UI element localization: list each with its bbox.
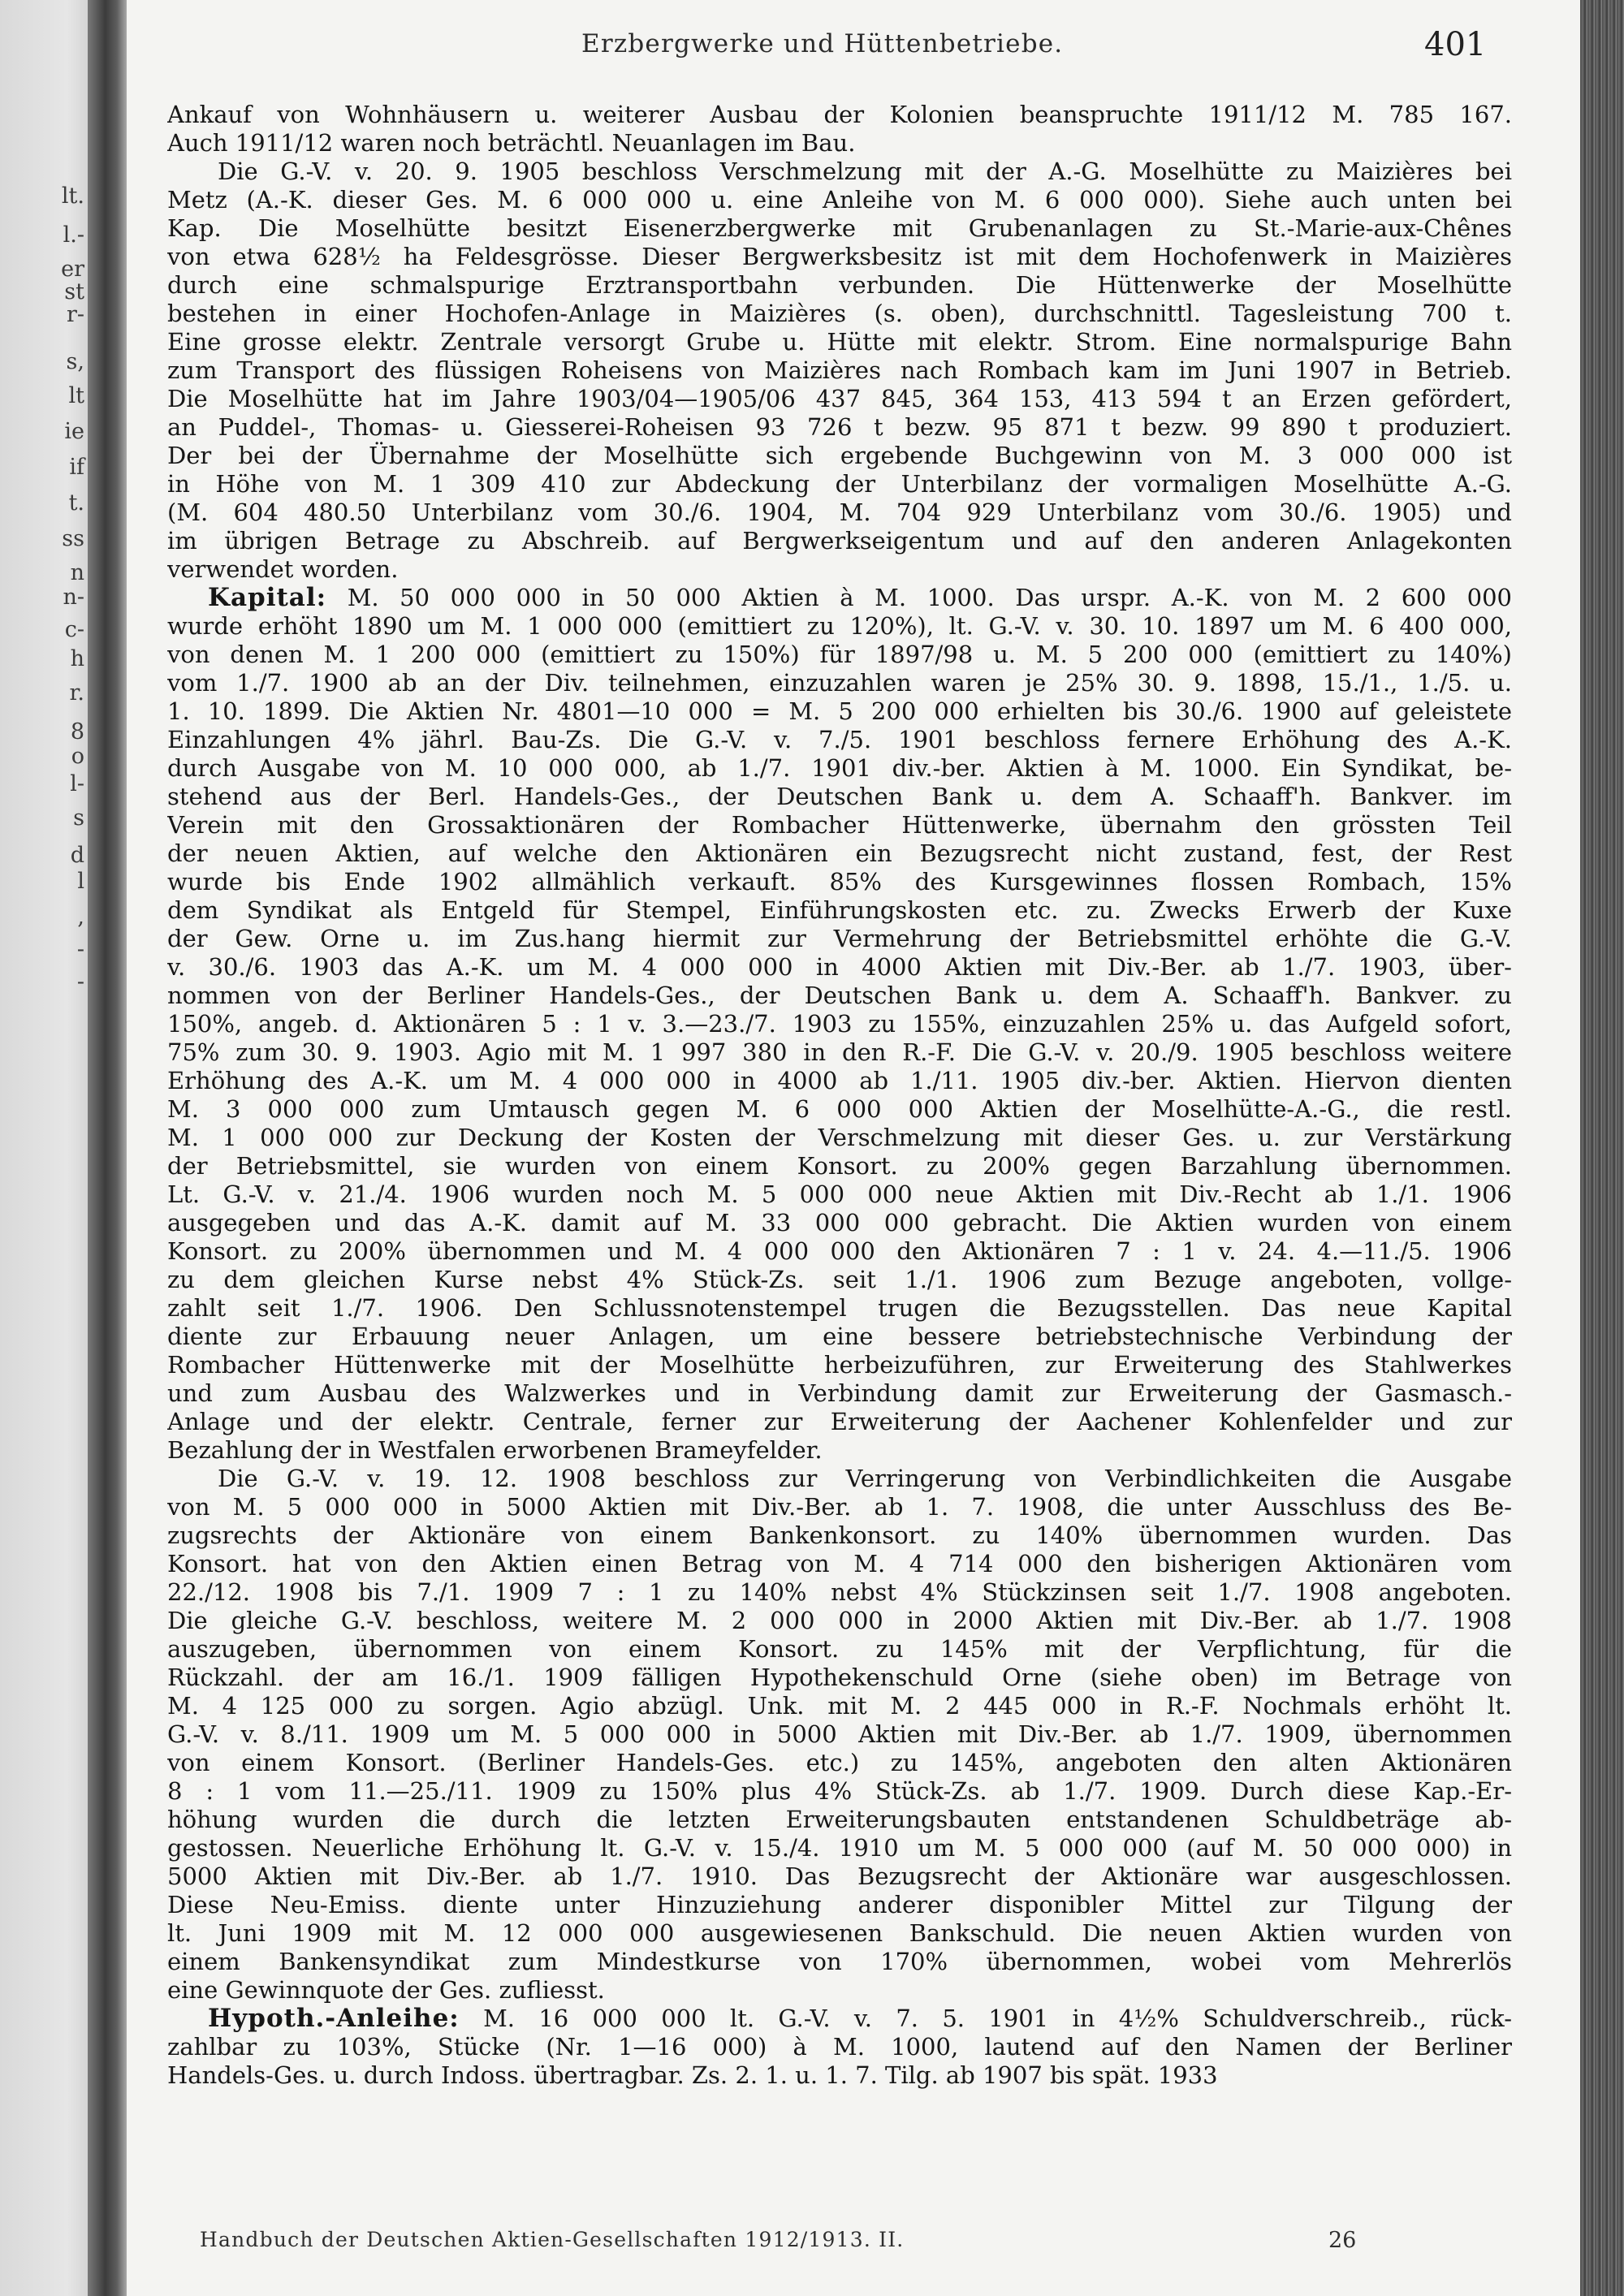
line-text: bestehen in einer Hochofen-Anlage in Maizières (s. oben), durchschnittl. Tagesleistung 700 t. (167, 300, 1512, 327)
line-text: im übrigen Betrage zu Abschreib. auf Bergwerkseigentum und auf den anderen Anlagekonten (167, 527, 1512, 555)
text-line (167, 1237, 1512, 1266)
text-line (167, 101, 1512, 129)
text-line (167, 2033, 1512, 2061)
line-text: M. 16 000 000 lt. G.-V. v. 7. 5. 1901 in 4½% Schuldverschreib., rück- (483, 2005, 1512, 2032)
line-text: durch Ausgabe von M. 10 000 000, ab 1./7. 1901 div.-ber. Aktien à M. 1000. Ein Syndikat, be- (167, 754, 1512, 782)
line-text: 150%, angeb. d. Aktionären 5 : 1 v. 3.—23./7. 1903 zu 155%, einzuzahlen 25% u. das Aufgeld sofort, (167, 1010, 1512, 1038)
text-line (167, 584, 1512, 612)
margin-fragment: ss (62, 526, 84, 551)
text-line (167, 328, 1512, 356)
text-line (167, 1521, 1512, 1550)
text-line (167, 1209, 1512, 1237)
line-text: gestossen. Neuerliche Erhöhung lt. G.-V. v. 15./4. 1910 um M. 5 000 000 (auf M. 50 000 000) in (167, 1834, 1512, 1862)
text-line (167, 158, 1512, 186)
running-head: Erzbergwerke und Hüttenbetriebe. (581, 29, 1064, 58)
text-line (167, 1152, 1512, 1180)
line-text: Verein mit den Grossaktionären der Rombacher Hüttenwerke, übernahm den grössten Teil (167, 811, 1512, 839)
text-line (167, 1720, 1512, 1749)
text-line (167, 868, 1512, 896)
footer-title: Handbuch der Deutschen Aktien-Gesellschaften 1912/1913. II. (200, 2228, 905, 2251)
text-line (167, 697, 1512, 726)
section-label: Kapital: (208, 584, 327, 612)
text-line (167, 1550, 1512, 1578)
text-line (167, 1379, 1512, 1408)
text-line (167, 129, 1512, 158)
margin-fragment: lt. (61, 183, 84, 209)
text-line (167, 783, 1512, 811)
line-text: Die gleiche G.-V. beschloss, weitere M. 2 000 000 in 2000 Aktien mit Div.-Ber. ab 1./7. 1908 (167, 1607, 1512, 1634)
text-line (167, 1436, 1512, 1465)
text-line (167, 1948, 1512, 1976)
text-line (167, 1493, 1512, 1521)
text-line (167, 442, 1512, 470)
text-line (167, 839, 1512, 868)
text-line (167, 1749, 1512, 1777)
line-text: der Gew. Orne u. im Zus.hang hiermit zur Vermehrung der Betriebsmittel erhöhte die G.-V. (167, 925, 1512, 952)
margin-fragment: , (77, 904, 84, 930)
text-line (167, 385, 1512, 413)
line-text: ausgegeben und das A.-K. damit auf M. 33 000 000 gebracht. Die Aktien wurden von einem (167, 1209, 1512, 1236)
line-text: nommen von der Berliner Handels-Ges., der Deutschen Bank u. dem A. Schaaff'h. Bankver. zu (167, 982, 1512, 1009)
text-line (167, 754, 1512, 783)
line-text: dem Syndikat als Entgeld für Stempel, Einführungskosten etc. zu. Zwecks Erwerb der Kuxe (167, 896, 1512, 924)
line-text: Einzahlungen 4% jährl. Bau-Zs. Die G.-V. v. 7./5. 1901 beschloss fernere Erhöhung des A.-K. (167, 726, 1512, 753)
text-line (167, 1664, 1512, 1692)
text-line (167, 356, 1512, 385)
text-line (167, 726, 1512, 754)
text-line (167, 1635, 1512, 1664)
text-line (167, 413, 1512, 442)
line-text: 75% zum 30. 9. 1903. Agio mit M. 1 997 380 in den R.-F. Die G.-V. v. 20./9. 1905 beschloss weitere (167, 1038, 1512, 1066)
line-text: 22./12. 1908 bis 7./1. 1909 7 : 1 zu 140% nebst 4% Stückzinsen seit 1./7. 1908 angeboten. (167, 1578, 1512, 1606)
text-line (167, 982, 1512, 1010)
text-line (167, 1692, 1512, 1720)
text-line (167, 1124, 1512, 1152)
line-text: Der bei der Übernahme der Moselhütte sich ergebende Buchgewinn von M. 3 000 000 ist (167, 442, 1512, 469)
margin-fragment: ie (64, 419, 84, 444)
margin-fragment: r- (66, 302, 84, 327)
line-text: Diese Neu-Emiss. diente unter Hinzuziehung anderer disponibler Mittel zur Tilgung der (167, 1891, 1512, 1918)
text-line (167, 1095, 1512, 1124)
line-text: zu dem gleichen Kurse nebst 4% Stück-Zs. seit 1./1. 1906 zum Bezuge angeboten, vollge- (167, 1266, 1512, 1293)
paragraph (167, 584, 1512, 1465)
text-line (167, 1294, 1512, 1323)
line-text: Ankauf von Wohnhäusern u. weiterer Ausbau der Kolonien beanspruchte 1911/12 M. 785 167. (167, 101, 1512, 128)
text-line (167, 1266, 1512, 1294)
line-text: G.-V. v. 8./11. 1909 um M. 5 000 000 in 5000 Aktien mit Div.-Ber. ab 1./7. 1909, übernommen (167, 1720, 1512, 1748)
margin-fragment: l (77, 869, 84, 894)
line-text: M. 1 000 000 zur Deckung der Kosten der Verschmelzung mit dieser Ges. u. zur Verstärkung (167, 1124, 1512, 1151)
paragraph (167, 101, 1512, 158)
line-text: auszugeben, übernommen von einem Konsort. zu 145% mit der Verpflichtung, für die (167, 1635, 1512, 1663)
line-text: zum Transport des flüssigen Roheisens von Maizières nach Rombach kam im Juni 1907 in Betrieb. (167, 356, 1512, 384)
text-line (167, 1862, 1512, 1891)
line-text: in Höhe von M. 1 309 410 zur Abdeckung der Unterbilanz der vormaligen Moselhütte A.-G. (167, 470, 1512, 498)
line-text: M. 3 000 000 zum Umtausch gegen M. 6 000 000 Aktien der Moselhütte-A.-G., die restl. (167, 1095, 1512, 1123)
text-line (167, 925, 1512, 953)
margin-fragment: s, (66, 349, 84, 374)
paragraph (167, 158, 1512, 584)
line-text: Metz (A.-K. dieser Ges. M. 6 000 000 u. eine Anleihe von M. 6 000 000). Siehe auch unten bei (167, 186, 1512, 214)
line-text: zahlt seit 1./7. 1906. Den Schlussnotenstempel trugen die Bezugsstellen. Das neue Kapital (167, 1294, 1512, 1322)
line-text: eine Gewinnquote der Ges. zufliesst. (167, 1976, 605, 2004)
text-line (167, 243, 1512, 271)
text-line (167, 1465, 1512, 1493)
line-text: Konsort. hat von den Aktien einen Betrag von M. 4 714 000 den bisherigen Aktionären vom (167, 1550, 1512, 1577)
text-line (167, 1976, 1512, 2005)
text-line (167, 555, 1512, 584)
line-text: durch eine schmalspurige Erztransportbahn verbunden. Die Hüttenwerke der Moselhütte (167, 271, 1512, 299)
line-text: vom 1./7. 1900 ab an der Div. teilnehmen, einzuzahlen waren je 25% 30. 9. 1898, 15./1., 1./5. u. (167, 669, 1512, 697)
line-text: Rombacher Hüttenwerke mit der Moselhütte herbeizuführen, zur Erweiterung des Stahlwerkes (167, 1351, 1512, 1379)
body-text (167, 101, 1512, 2090)
text-line (167, 1777, 1512, 1806)
text-line (167, 1038, 1512, 1067)
margin-fragment: h (70, 646, 84, 671)
text-line (167, 527, 1512, 555)
text-line (167, 1180, 1512, 1209)
section-label: Hypoth.-Anleihe: (208, 2005, 460, 2033)
text-line (167, 1919, 1512, 1948)
line-text: zahlbar zu 103%, Stücke (Nr. 1—16 000) à M. 1000, lautend auf den Namen der Berliner (167, 2033, 1512, 2061)
text-line (167, 1834, 1512, 1862)
margin-fragment: c- (64, 617, 84, 642)
text-line (167, 2061, 1512, 2090)
margin-fragment: n- (63, 585, 84, 610)
line-text: M. 4 125 000 zu sorgen. Agio abzügl. Unk. mit M. 2 445 000 in R.-F. Nochmals erhöht lt. (167, 1692, 1512, 1720)
margin-fragment: o (71, 744, 84, 769)
margin-fragment: n (70, 560, 84, 585)
signature-mark: 26 (1328, 2228, 1357, 2253)
text-line (167, 470, 1512, 498)
line-text: von einem Konsort. (Berliner Handels-Ges. etc.) zu 145%, angeboten den alten Aktionären (167, 1749, 1512, 1776)
text-line (167, 498, 1512, 527)
line-text: Kap. Die Moselhütte besitzt Eisenerzbergwerke mit Grubenanlagen zu St.-Marie-aux-Chênes (167, 214, 1512, 242)
line-text: wurde erhöht 1890 um M. 1 000 000 (emittiert zu 120%), lt. G.-V. v. 30. 10. 1897 um M. 6 400 000, (167, 612, 1512, 640)
margin-fragment: r. (69, 680, 84, 706)
line-text: (M. 604 480.50 Unterbilanz vom 30./6. 1904, M. 704 929 Unterbilanz vom 30./6. 1905) und (167, 498, 1512, 526)
page-stack-edge (1580, 0, 1624, 2296)
line-text: v. 30./6. 1903 das A.-K. um M. 4 000 000 in 4000 Aktien mit Div.-Ber. ab 1./7. 1903, über- (167, 953, 1512, 981)
line-text: der Betriebsmittel, sie wurden von einem Konsort. zu 200% gegen Barzahlung übernommen. (167, 1152, 1512, 1180)
page-header (127, 24, 1580, 73)
text-line (167, 1891, 1512, 1919)
text-line (167, 1607, 1512, 1635)
text-line (167, 641, 1512, 669)
text-line (167, 1351, 1512, 1379)
line-text: M. 50 000 000 in 50 000 Aktien à M. 1000. Das urspr. A.-K. von M. 2 600 000 (347, 584, 1512, 611)
text-line (167, 1408, 1512, 1436)
line-text: Konsort. zu 200% übernommen und M. 4 000 000 den Aktionären 7 : 1 v. 24. 4.—11./5. 1906 (167, 1237, 1512, 1265)
paragraph (167, 1465, 1512, 2005)
text-line (167, 300, 1512, 328)
line-text: zugsrechts der Aktionäre von einem Bankenkonsort. zu 140% übernommen wurden. Das (167, 1521, 1512, 1549)
line-text: Erhöhung des A.-K. um M. 4 000 000 in 4000 ab 1./11. 1905 div.-ber. Aktien. Hiervon dienten (167, 1067, 1512, 1094)
text-line (167, 1578, 1512, 1607)
text-line (167, 896, 1512, 925)
line-text: höhung wurden die durch die letzten Erweiterungsbauten entstandenen Schuldbeträge ab- (167, 1806, 1512, 1833)
text-line (167, 1010, 1512, 1038)
line-text: diente zur Erbauung neuer Anlagen, um eine bessere betriebstechnische Verbindung der (167, 1323, 1512, 1350)
previous-page-edge (0, 0, 96, 2296)
line-text: der neuen Aktien, auf welche den Aktionären ein Bezugsrecht nicht zustand, fest, der Rest (167, 839, 1512, 867)
margin-fragment: er (61, 257, 84, 282)
margin-fragment: st (64, 279, 84, 304)
text-line (167, 953, 1512, 982)
margin-fragment: s (73, 805, 84, 831)
line-text: Rückzahl. der am 16./1. 1909 fälligen Hypothekenschuld Orne (siehe oben) im Betrage von (167, 1664, 1512, 1691)
line-text: von M. 5 000 000 in 5000 Aktien mit Div.-Ber. ab 1. 7. 1908, die unter Ausschluss des Be- (167, 1493, 1512, 1521)
line-text: einem Bankensyndikat zum Mindestkurse von 170% übernommen, wobei vom Mehrerlös (167, 1948, 1512, 1975)
margin-fragment: t. (68, 490, 84, 516)
text-line (167, 214, 1512, 243)
line-text: Auch 1911/12 waren noch beträchtl. Neuanlagen im Bau. (167, 129, 856, 157)
line-text: Eine grosse elektr. Zentrale versorgt Grube u. Hütte mit elektr. Strom. Eine normalspurige Bahn (167, 328, 1512, 356)
text-line (167, 2005, 1512, 2033)
line-text: lt. Juni 1909 mit M. 12 000 000 ausgewiesenen Bankschuld. Die neuen Aktien wurden von (167, 1919, 1512, 1947)
margin-fragment: lt (68, 383, 84, 408)
text-line (167, 186, 1512, 214)
margin-fragment: l.- (63, 222, 84, 248)
line-text: verwendet worden. (167, 555, 399, 583)
text-line (167, 1323, 1512, 1351)
line-text: 8 : 1 vom 11.—25./11. 1909 zu 150% plus 4% Stück-Zs. ab 1./7. 1909. Durch diese Kap.-Er- (167, 1777, 1512, 1805)
line-text: Lt. G.-V. v. 21./4. 1906 wurden noch M. 5 000 000 neue Aktien mit Div.-Recht ab 1./1. 1906 (167, 1180, 1512, 1208)
line-text: Anlage und der elektr. Centrale, ferner zur Erweiterung der Aachener Kohlenfelder und zur (167, 1408, 1512, 1435)
text-line (167, 612, 1512, 641)
margin-fragment: d (70, 843, 84, 868)
paragraph (167, 2005, 1512, 2090)
line-text: Handels-Ges. u. durch Indoss. übertragbar. Zs. 2. 1. u. 1. 7. Tilg. ab 1907 bis spät. 1933 (167, 2061, 1218, 2089)
text-line (167, 811, 1512, 839)
line-text: Die Moselhütte hat im Jahre 1903/04—1905/06 437 845, 364 153, 413 594 t an Erzen gefördert, (167, 385, 1512, 412)
text-line (167, 669, 1512, 697)
line-text: Die G.-V. v. 20. 9. 1905 beschloss Verschmelzung mit der A.-G. Moselhütte zu Maizières bei (218, 158, 1512, 185)
text-line (167, 1806, 1512, 1834)
line-text: von denen M. 1 200 000 (emittiert zu 150%) für 1897/98 u. M. 5 200 000 (emittiert zu 140%) (167, 641, 1512, 668)
line-text: wurde bis Ende 1902 allmählich verkauft. 85% des Kursgewinnes flossen Rombach, 15% (167, 868, 1512, 896)
line-text: Bezahlung der in Westfalen erworbenen Brameyfelder. (167, 1436, 823, 1464)
margin-fragment: 8 (70, 719, 84, 744)
line-text: von etwa 628½ ha Feldesgrösse. Dieser Bergwerksbesitz ist mit dem Hochofenwerk in Maizières (167, 243, 1512, 270)
page-number: 401 (1424, 26, 1487, 63)
line-text: Die G.-V. v. 19. 12. 1908 beschloss zur Verringerung von Verbindlichkeiten die Ausgabe (218, 1465, 1512, 1492)
line-text: stehend aus der Berl. Handels-Ges., der Deutschen Bank u. dem A. Schaaff'h. Bankver. im (167, 783, 1512, 810)
line-text: und zum Ausbau des Walzwerkes und in Verbindung damit zur Erweiterung der Gasmasch.- (167, 1379, 1512, 1407)
text-line (167, 271, 1512, 300)
text-line (167, 1067, 1512, 1095)
line-text: an Puddel-, Thomas- u. Giesserei-Roheisen 93 726 t bezw. 95 871 t bezw. 99 890 t produziert. (167, 413, 1512, 441)
page-footer (200, 2228, 1499, 2260)
margin-fragment: - (76, 969, 84, 995)
line-text: 1. 10. 1899. Die Aktien Nr. 4801—10 000 = M. 5 200 000 erhielten bis 30./6. 1900 auf geleistete (167, 697, 1512, 725)
margin-fragment: l- (70, 771, 84, 796)
document-page (127, 0, 1580, 2296)
book-gutter (88, 0, 127, 2296)
margin-fragment: if (69, 455, 84, 480)
margin-fragment: - (76, 937, 84, 962)
line-text: 5000 Aktien mit Div.-Ber. ab 1./7. 1910. Das Bezugsrecht der Aktionäre war ausgeschlossen. (167, 1862, 1512, 1890)
